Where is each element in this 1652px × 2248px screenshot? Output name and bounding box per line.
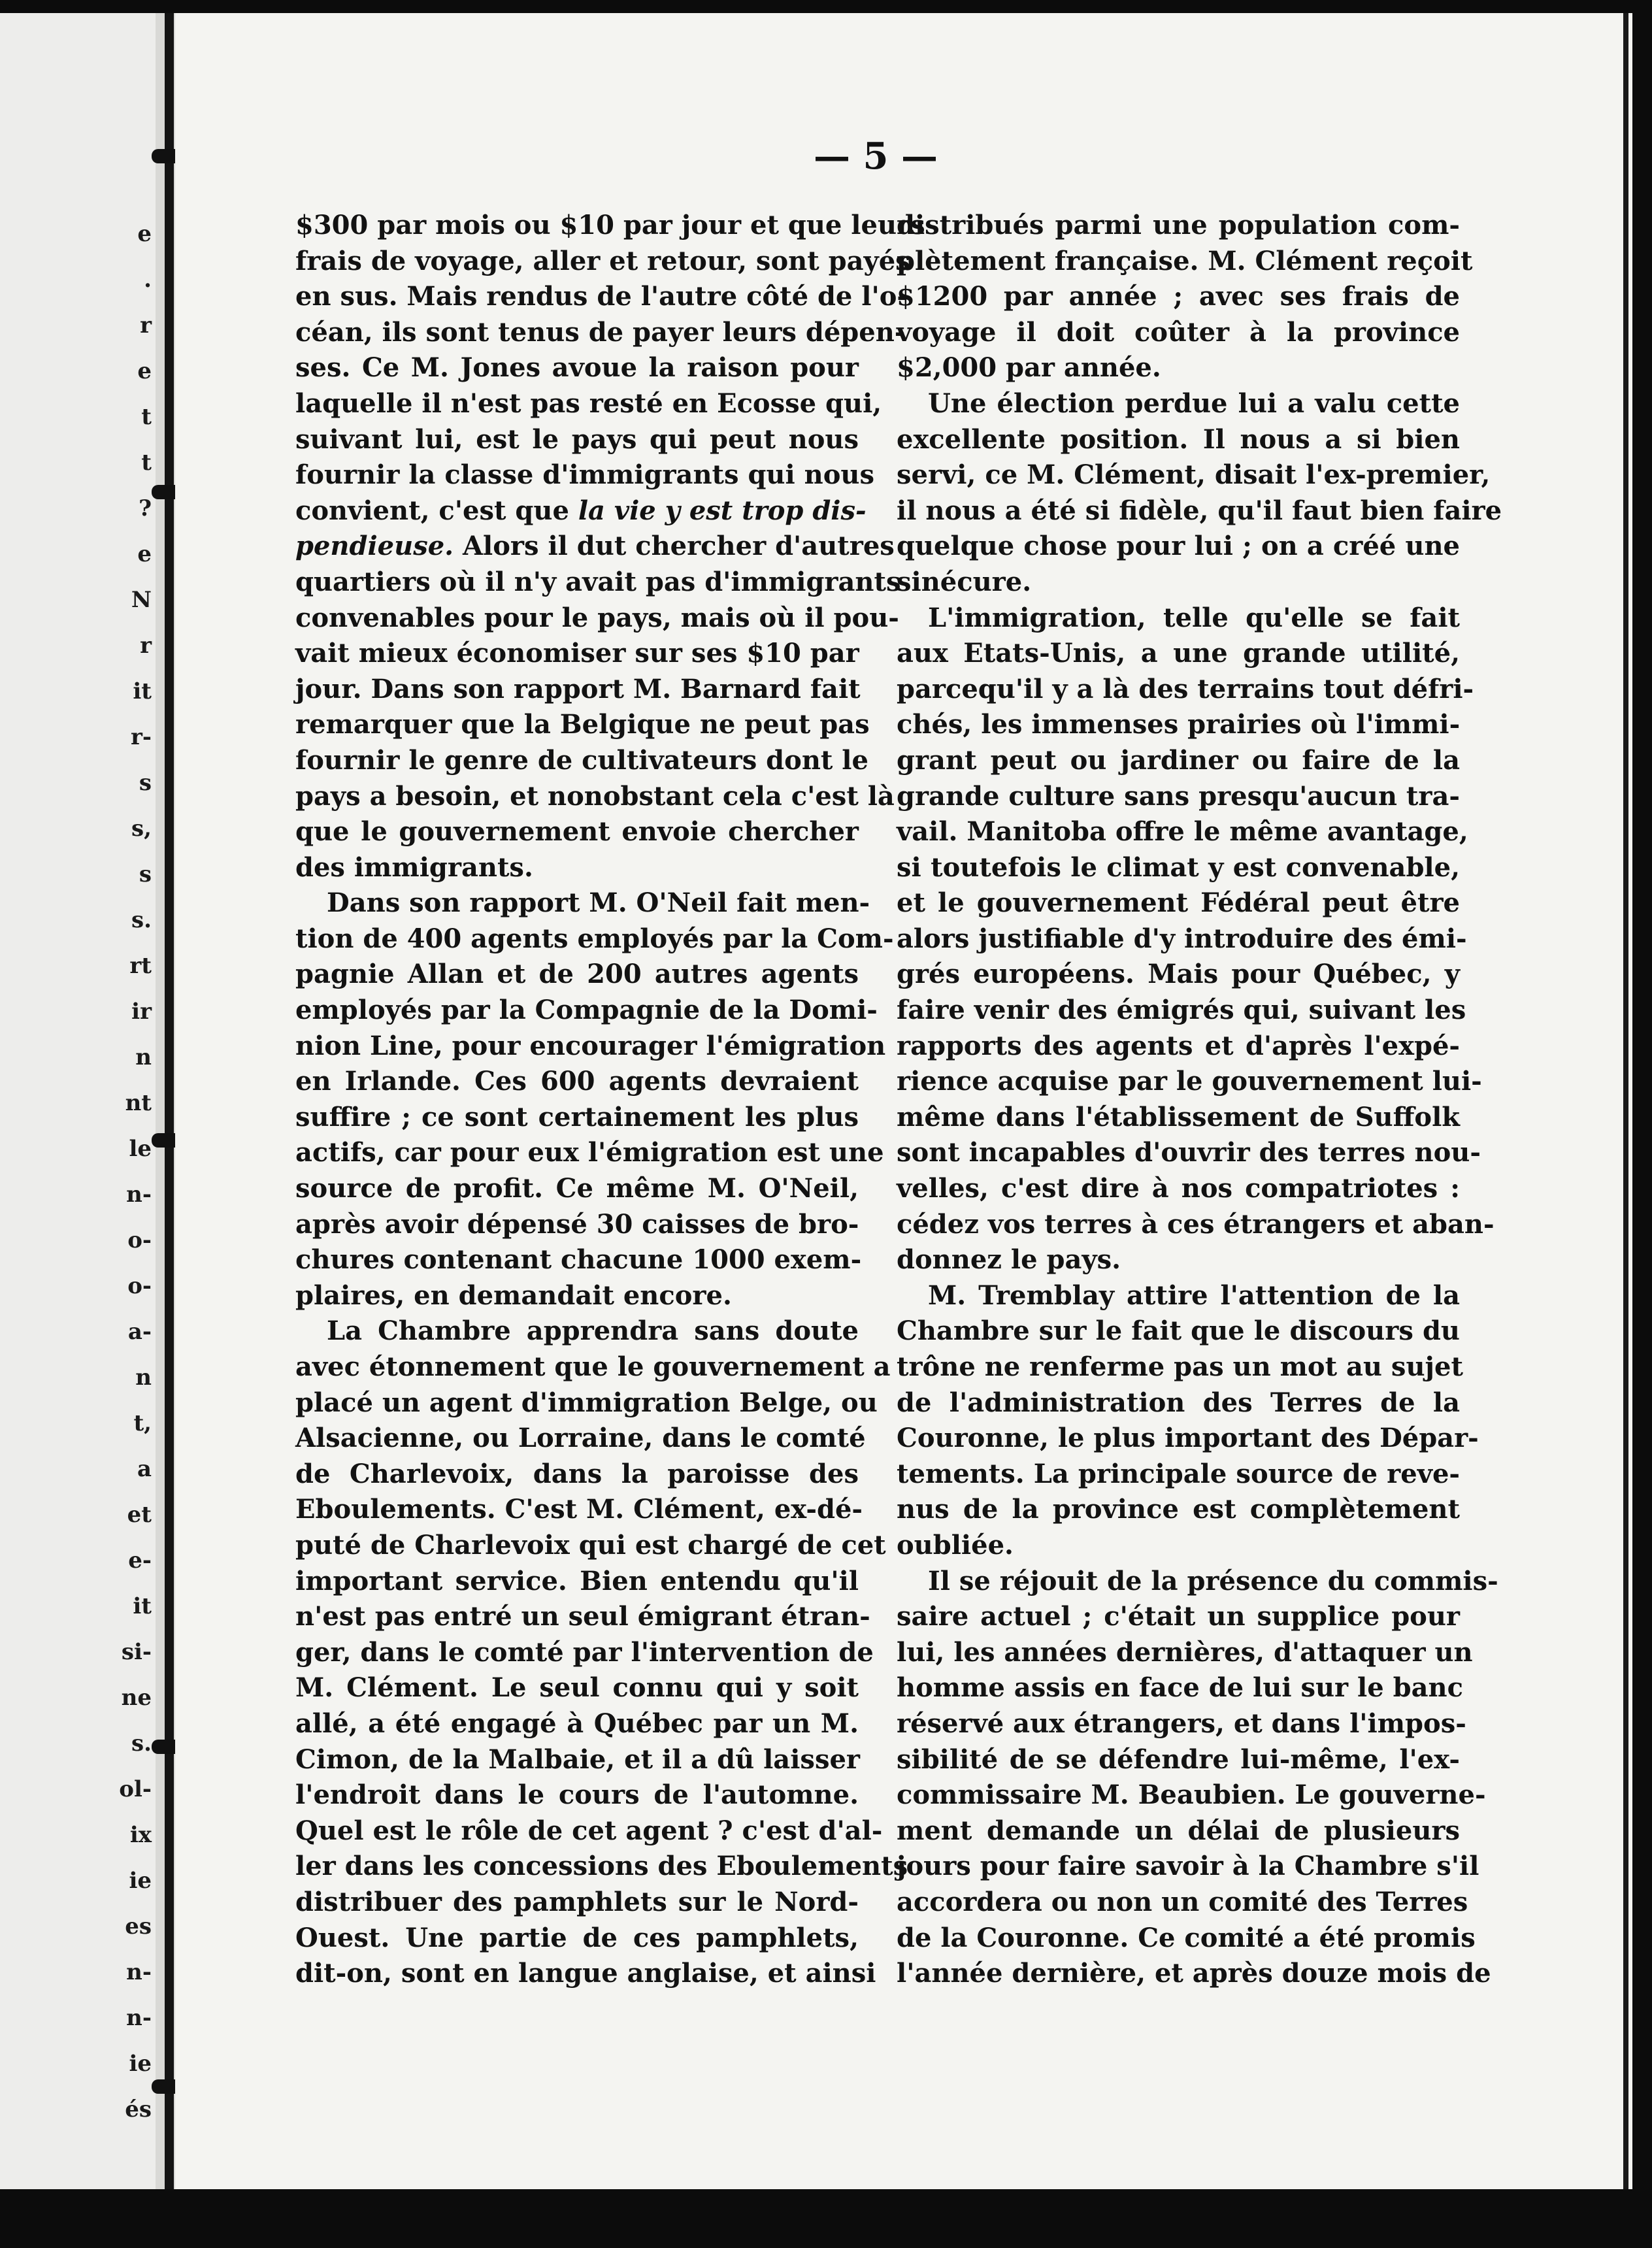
facing-page-fragment: e <box>137 221 152 247</box>
facing-page-fragment: ir <box>131 999 152 1025</box>
text-line: sinécure. <box>897 566 1032 597</box>
text-line: Il se réjouit de la présence du commis- <box>928 1565 1498 1596</box>
text-line: velles, c'est dire à nos compatriotes : <box>897 1173 1460 1204</box>
text-line: l'endroit dans le cours de l'automne. <box>295 1779 859 1811</box>
facing-page-fragment: si- <box>121 1639 152 1665</box>
text-line: commissaire M. Beaubien. Le gouverne- <box>897 1779 1486 1811</box>
text-line: fournir la classe d'immigrants qui nous <box>295 459 874 491</box>
text-line: Dans son rapport M. O'Neil fait men- <box>327 887 870 919</box>
text-line: vail. Manitoba offre le même avantage, <box>897 816 1468 848</box>
text-line: nus de la province est complètement <box>897 1494 1460 1525</box>
text-line: ger, dans le comté par l'intervention de <box>295 1636 874 1668</box>
facing-page-fragment: o- <box>127 1227 152 1253</box>
facing-page-fragment: ol- <box>119 1776 152 1802</box>
facing-page-fragment: e <box>137 358 152 384</box>
text-line: quartiers où il n'y avait pas d'immigrants <box>295 566 901 597</box>
facing-page-fragment: ne <box>121 1685 152 1711</box>
text-line: $300 par mois ou $10 par jour et que leurs <box>295 210 925 240</box>
text-line: alors justifiable d'y introduire des émi- <box>897 923 1467 954</box>
text-line: de Charlevoix, dans la paroisse des <box>295 1458 859 1489</box>
text-column-right <box>897 208 1502 1992</box>
text-line: Cimon, de la Malbaie, et il a dû laisser <box>295 1744 860 1775</box>
text-line: puté de Charlevoix qui est chargé de cet <box>295 1529 886 1561</box>
text-line: n'est pas entré un seul émigrant étran- <box>295 1601 870 1632</box>
text-line: ler dans les concessions des Eboulements <box>295 1851 908 1882</box>
text-line: Une élection perdue lui a valu cette <box>928 388 1460 419</box>
facing-page-fragment: ie <box>129 2051 152 2077</box>
text-line: en sus. Mais rendus de l'autre côté de l'o- <box>295 281 908 312</box>
text-line: remarquer que la Belgique ne peut pas <box>295 709 870 740</box>
facing-page-fragment: és <box>125 2096 152 2123</box>
facing-page-fragment: s. <box>131 1730 152 1757</box>
text-line: actifs, car pour eux l'émigration est une <box>295 1137 884 1168</box>
binding-spine <box>165 13 174 2189</box>
text-line: suivant lui, est le pays qui peut nous <box>295 423 859 455</box>
text-line: ment demande un délai de plusieurs <box>897 1815 1460 1846</box>
text-line: Couronne, le plus important des Dépar- <box>897 1423 1479 1454</box>
text-line: avec étonnement que le gouvernement a <box>295 1351 891 1382</box>
text-line: de la Couronne. Ce comité a été promis <box>897 1922 1476 1953</box>
facing-page-fragment: nt <box>125 1090 152 1116</box>
text-line: employés par la Compagnie de la Domi- <box>295 995 878 1026</box>
text-line: tements. La principale source de reve- <box>897 1458 1460 1489</box>
text-line: Chambre sur le fait que le discours du <box>897 1315 1460 1347</box>
text-line: vait mieux économiser sur ses $10 par <box>295 638 859 669</box>
text-line: grant peut ou jardiner ou faire de la <box>897 744 1460 776</box>
text-line: La Chambre apprendra sans doute <box>327 1315 859 1347</box>
text-column-left <box>295 208 925 1992</box>
text-line: homme assis en face de lui sur le banc <box>897 1672 1463 1704</box>
facing-page-fragment: s, <box>131 816 152 842</box>
facing-page-fragment: n- <box>126 1959 152 1985</box>
text-line: jours pour faire savoir à la Chambre s'il <box>897 1851 1479 1882</box>
text-line: plètement française. M. Clément reçoit <box>897 245 1473 276</box>
text-line: fournir le genre de cultivateurs dont le <box>295 744 868 776</box>
text-line: nion Line, pour encourager l'émigration <box>295 1030 886 1061</box>
facing-page-fragment: n- <box>126 1182 152 1208</box>
text-line: servi, ce M. Clément, disait l'ex-premier, <box>897 459 1491 491</box>
text-line: pendieuse. Alors il dut chercher d'autres <box>295 531 895 562</box>
text-line: que le gouvernement envoie chercher <box>295 816 859 848</box>
facing-page-fragment: N <box>131 587 152 613</box>
text-line: Quel est le rôle de cet agent ? c'est d'al- <box>295 1815 883 1846</box>
text-line: même dans l'établissement de Suffolk <box>897 1101 1460 1132</box>
facing-page-fragment: e- <box>128 1547 152 1574</box>
text-line: plaires, en demandait encore. <box>295 1280 732 1311</box>
facing-page-edge <box>0 13 156 2189</box>
text-line: jour. Dans son rapport M. Barnard fait <box>295 673 861 704</box>
text-line: source de profit. Ce même M. O'Neil, <box>295 1173 859 1204</box>
text-line: $2,000 par année. <box>897 352 1161 384</box>
facing-page-fragment: s. <box>131 907 152 933</box>
page-number: — 5 — <box>814 135 938 178</box>
text-line: placé un agent d'immigration Belge, ou <box>295 1387 878 1418</box>
text-line: de l'administration des Terres de la <box>897 1387 1460 1418</box>
facing-page-fragment: t <box>141 450 152 476</box>
facing-page-fragment: a <box>137 1456 152 1482</box>
text-line: en Irlande. Ces 600 agents devraient <box>295 1066 859 1097</box>
facing-page-fragment: n <box>135 1044 152 1070</box>
facing-page-fragment: r <box>140 312 152 339</box>
text-line: chés, les immenses prairies où l'immi- <box>897 709 1461 740</box>
text-line: sibilité de se défendre lui-même, l'ex- <box>897 1744 1460 1775</box>
text-line: des immigrants. <box>295 851 533 883</box>
text-line: Eboulements. C'est M. Clément, ex-dé- <box>295 1494 863 1525</box>
facing-page-fragment: e <box>137 541 152 567</box>
text-line: trône ne renferme pas un mot au sujet <box>897 1351 1463 1382</box>
facing-page-fragment: le <box>129 1136 152 1162</box>
text-line: accordera ou non un comité des Terres <box>897 1886 1468 1917</box>
facing-page-fragment: a- <box>127 1319 152 1345</box>
text-line: lui, les années dernières, d'attaquer un <box>897 1636 1473 1668</box>
facing-page-fragment: r <box>140 633 152 659</box>
facing-page-fragment: n <box>135 1364 152 1391</box>
facing-page-fragment: et <box>127 1502 152 1528</box>
text-line: L'immigration, telle qu'elle se fait <box>928 602 1460 633</box>
text-line: donnez le pays. <box>897 1244 1121 1276</box>
facing-page-fragment: . <box>144 267 152 293</box>
facing-page-fragment: t <box>141 404 152 430</box>
text-line: oubliée. <box>897 1529 1014 1561</box>
facing-page-fragment: it <box>133 678 152 704</box>
text-line: et le gouvernement Fédéral peut être <box>897 887 1460 919</box>
facing-page-fragment: o- <box>127 1273 152 1299</box>
text-line: l'année dernière, et après douze mois de <box>897 1958 1491 1989</box>
text-line: rapports des agents et d'après l'expé- <box>897 1030 1460 1061</box>
facing-page-fragment: s <box>139 770 152 796</box>
text-line: excellente position. Il nous a si bien <box>897 423 1460 455</box>
text-line: parcequ'il y a là des terrains tout défri- <box>897 673 1474 704</box>
text-line: après avoir dépensé 30 caisses de bro- <box>295 1208 859 1240</box>
text-line: laquelle il n'est pas resté en Ecosse qui, <box>295 388 882 419</box>
text-line: faire venir des émigrés qui, suivant les <box>897 995 1466 1026</box>
text-line: suffire ; ce sont certainement les plus <box>295 1101 859 1132</box>
facing-page-fragment: rt <box>129 953 152 979</box>
text-line: rience acquise par le gouvernement lui- <box>897 1066 1482 1097</box>
facing-page-fragment: es <box>125 1913 152 1940</box>
text-line: il nous a été si fidèle, qu'il faut bien faire <box>897 495 1502 526</box>
text-line: grande culture sans presqu'aucun tra- <box>897 780 1460 812</box>
text-line: tion de 400 agents employés par la Com- <box>295 923 894 954</box>
text-line: M. Clément. Le seul connu qui y soit <box>295 1672 859 1704</box>
text-line: distribuer des pamphlets sur le Nord- <box>295 1886 859 1917</box>
text-line: M. Tremblay attire l'attention de la <box>928 1280 1460 1311</box>
text-line: réservé aux étrangers, et dans l'impos- <box>897 1708 1466 1739</box>
facing-page-fragment: r- <box>130 724 152 750</box>
text-line: allé, a été engagé à Québec par un M. <box>295 1708 859 1739</box>
page-right-border <box>1623 13 1628 2189</box>
text-line: important service. Bien entendu qu'il <box>295 1565 859 1596</box>
facing-page-fragment: ix <box>129 1822 152 1848</box>
text-line: grés européens. Mais pour Québec, y <box>897 959 1460 990</box>
text-line: quelque chose pour lui ; on a créé une <box>897 531 1460 562</box>
text-line: convient, c'est que la vie y est trop dis- <box>295 495 867 526</box>
facing-page-fragment: it <box>133 1593 152 1619</box>
text-line: pays a besoin, et nonobstant cela c'est là <box>295 780 895 812</box>
text-line: pagnie Allan et de 200 autres agents <box>295 959 859 990</box>
text-line: distribués parmi une population com- <box>897 210 1460 240</box>
text-line: Ouest. Une partie de ces pamphlets, <box>295 1922 859 1953</box>
text-line: aux Etats-Unis, a une grande utilité, <box>897 638 1460 669</box>
facing-page-fragment: s <box>139 861 152 887</box>
text-line: Alsacienne, ou Lorraine, dans le comté <box>295 1423 866 1454</box>
facing-page-fragment: ? <box>139 495 152 521</box>
text-line: frais de voyage, aller et retour, sont payés <box>295 245 910 276</box>
text-line: céan, ils sont tenus de payer leurs dépen- <box>295 316 906 348</box>
facing-page-fragment: n- <box>126 2005 152 2031</box>
text-line: dit-on, sont en langue anglaise, et ainsi <box>295 1958 876 1989</box>
text-line: chures contenant chacune 1000 exem- <box>295 1244 862 1276</box>
text-line: voyage il doit coûter à la province <box>897 316 1460 348</box>
text-line: cédez vos terres à ces étrangers et aban- <box>897 1208 1495 1240</box>
text-line: saire actuel ; c'était un supplice pour <box>897 1601 1460 1632</box>
facing-page-fragment: ie <box>129 1868 152 1894</box>
facing-page-fragment: t, <box>133 1410 152 1436</box>
text-line: convenables pour le pays, mais où il pou- <box>295 602 899 633</box>
text-line: $1200 par année ; avec ses frais de <box>897 281 1460 312</box>
text-line: sont incapables d'ouvrir des terres nou- <box>897 1137 1481 1168</box>
text-line: si toutefois le climat y est convenable, <box>897 851 1460 883</box>
text-line: ses. Ce M. Jones avoue la raison pour <box>295 352 859 384</box>
